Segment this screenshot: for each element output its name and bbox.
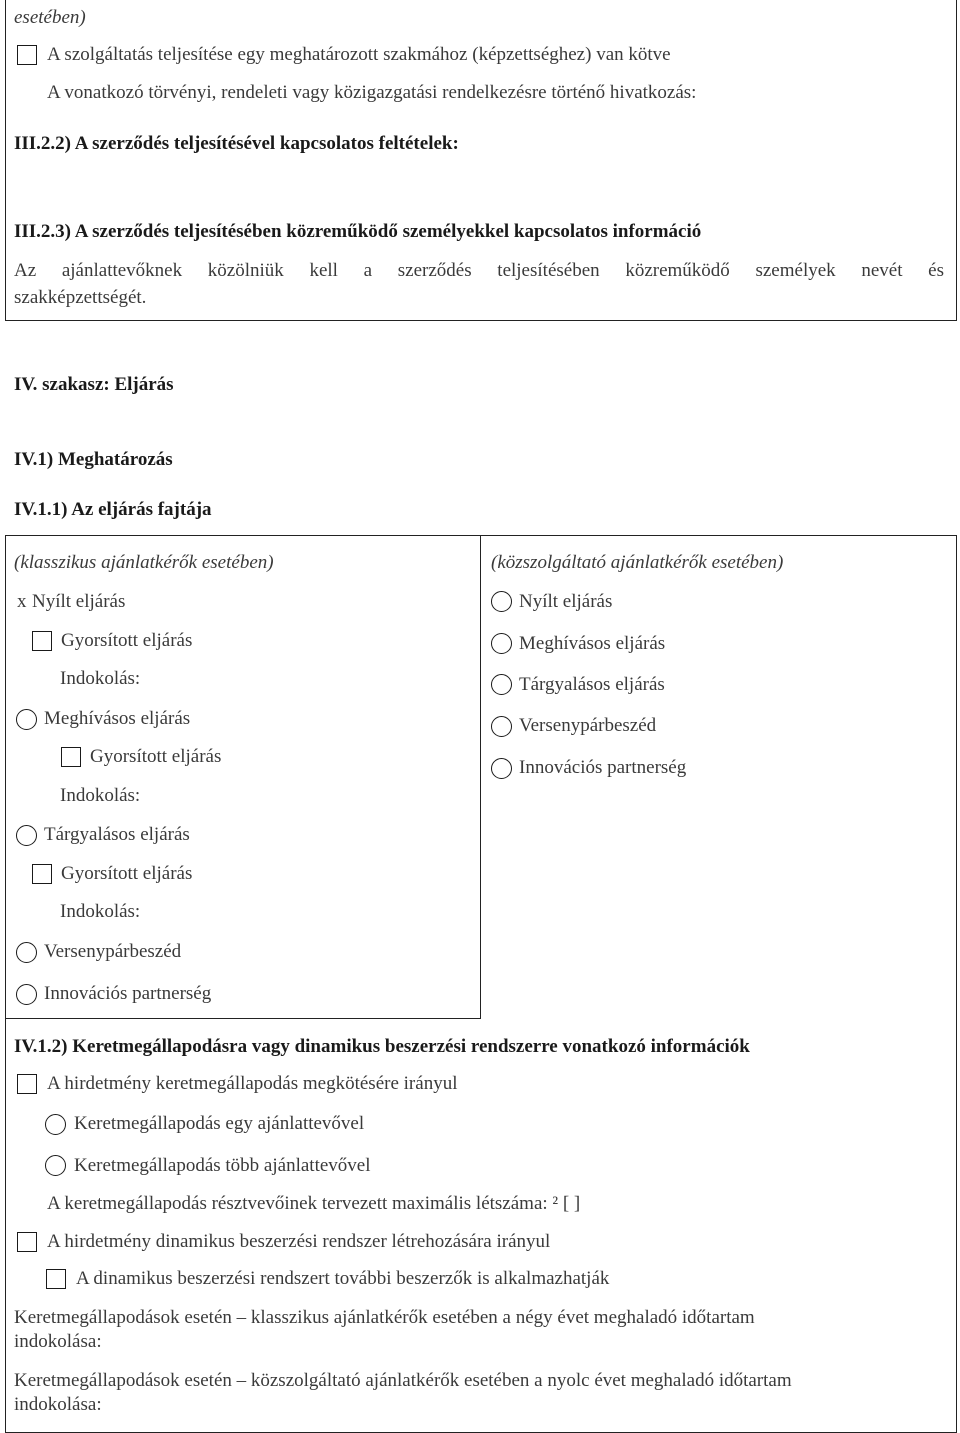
dps-additional-label: A dinamikus beszerzési rendszert további beszerzők is alkalmazhatják xyxy=(76,1268,610,1289)
dps-notice-label: A hirdetmény dinamikus beszerzési rendszer létrehozására irányul xyxy=(47,1231,551,1252)
framework-multi-label: Keretmegállapodás több ajánlattevővel xyxy=(74,1155,371,1176)
classic-duration-justification-line2: indokolása: xyxy=(14,1331,102,1352)
utility-negotiated-label: Tárgyalásos eljárás xyxy=(519,674,665,695)
framework-single-label: Keretmegállapodás egy ajánlattevővel xyxy=(74,1113,365,1134)
classic-duration-justification-line1: Keretmegállapodások esetén – klasszikus ajánlatkérők esetében a négy évet meghaladó időtartam xyxy=(14,1307,755,1328)
dps-notice-checkbox[interactable] xyxy=(17,1232,37,1252)
utility-restricted-radio[interactable] xyxy=(491,633,512,654)
utility-dialogue-radio[interactable] xyxy=(491,716,512,737)
classic-justification-3: Indokolás: xyxy=(60,901,141,922)
classic-negotiated-radio[interactable] xyxy=(16,825,37,846)
utility-open-radio[interactable] xyxy=(491,591,512,612)
classic-justification-2: Indokolás: xyxy=(60,785,141,806)
classic-innovation-label: Innovációs partnerség xyxy=(44,983,212,1004)
section-iv-title: IV. szakasz: Eljárás xyxy=(14,374,174,395)
utility-dialogue-label: Versenypárbeszéd xyxy=(519,715,657,736)
utility-restricted-label: Meghívásos eljárás xyxy=(519,633,666,654)
top-italic-text: esetében) xyxy=(14,7,86,28)
classic-accelerated-label-1: Gyorsított eljárás xyxy=(61,630,193,651)
dps-additional-checkbox[interactable] xyxy=(46,1269,66,1289)
iv1-heading: IV.1) Meghatározás xyxy=(14,449,173,470)
classic-restricted-label: Meghívásos eljárás xyxy=(44,708,191,729)
classic-innovation-radio[interactable] xyxy=(16,984,37,1005)
classic-restricted-radio[interactable] xyxy=(16,709,37,730)
utility-negotiated-radio[interactable] xyxy=(491,674,512,695)
iii23-heading: III.2.3) A szerződés teljesítésében közreműködő személyekkel kapcsolatos információ xyxy=(14,221,702,242)
utility-duration-justification-line1: Keretmegállapodások esetén – közszolgáltató ajánlatkérők esetében a nyolc évet meghaladó időtartam xyxy=(14,1370,792,1391)
classic-column-header: (klasszikus ajánlatkérők esetében) xyxy=(14,552,274,573)
classic-open-label: Nyílt eljárás xyxy=(32,591,126,612)
framework-notice-label: A hirdetmény keretmegállapodás megkötésére irányul xyxy=(47,1073,458,1094)
open-procedure-mark[interactable]: x xyxy=(17,591,27,612)
skill-requirement-checkbox[interactable] xyxy=(17,45,37,65)
max-participants-field[interactable]: A keretmegállapodás résztvevőinek tervezett maximális létszáma: ² [ ] xyxy=(47,1193,581,1214)
law-reference-label: A vonatkozó törvényi, rendeleti vagy közigazgatási rendelkezésre történő hivatkozás: xyxy=(47,82,697,103)
iii23-text-line2: szakképzettségét. xyxy=(14,287,147,308)
classic-dialogue-radio[interactable] xyxy=(16,942,37,963)
classic-justification-1: Indokolás: xyxy=(60,668,141,689)
framework-multi-radio[interactable] xyxy=(45,1155,66,1176)
iii23-text-line1: Az ajánlattevőknek közölniük kell a szerződés teljesítésében közreműködő személyek nevét és xyxy=(14,260,944,281)
iv11-heading: IV.1.1) Az eljárás fajtája xyxy=(14,499,212,520)
utility-innovation-label: Innovációs partnerség xyxy=(519,757,687,778)
classic-accelerated-checkbox-1[interactable] xyxy=(32,631,52,651)
iv12-heading: IV.1.2) Keretmegállapodásra vagy dinamikus beszerzési rendszerre vonatkozó információk xyxy=(14,1036,750,1057)
procedure-row-divider xyxy=(5,1018,481,1019)
classic-accelerated-label-2: Gyorsított eljárás xyxy=(90,746,222,767)
utility-open-label: Nyílt eljárás xyxy=(519,591,613,612)
procedure-column-divider xyxy=(480,535,481,1019)
skill-requirement-label: A szolgáltatás teljesítése egy meghatározott szakmához (képzettséghez) van kötve xyxy=(47,44,671,65)
classic-negotiated-label: Tárgyalásos eljárás xyxy=(44,824,190,845)
utility-innovation-radio[interactable] xyxy=(491,758,512,779)
classic-accelerated-checkbox-3[interactable] xyxy=(32,864,52,884)
framework-single-radio[interactable] xyxy=(45,1114,66,1135)
iii22-heading: III.2.2) A szerződés teljesítésével kapcsolatos feltételek: xyxy=(14,133,459,154)
classic-accelerated-checkbox-2[interactable] xyxy=(61,747,81,767)
utility-column-header: (közszolgáltató ajánlatkérők esetében) xyxy=(491,552,784,573)
utility-duration-justification-line2: indokolása: xyxy=(14,1394,102,1415)
framework-notice-checkbox[interactable] xyxy=(17,1074,37,1094)
classic-accelerated-label-3: Gyorsított eljárás xyxy=(61,863,193,884)
classic-dialogue-label: Versenypárbeszéd xyxy=(44,941,182,962)
